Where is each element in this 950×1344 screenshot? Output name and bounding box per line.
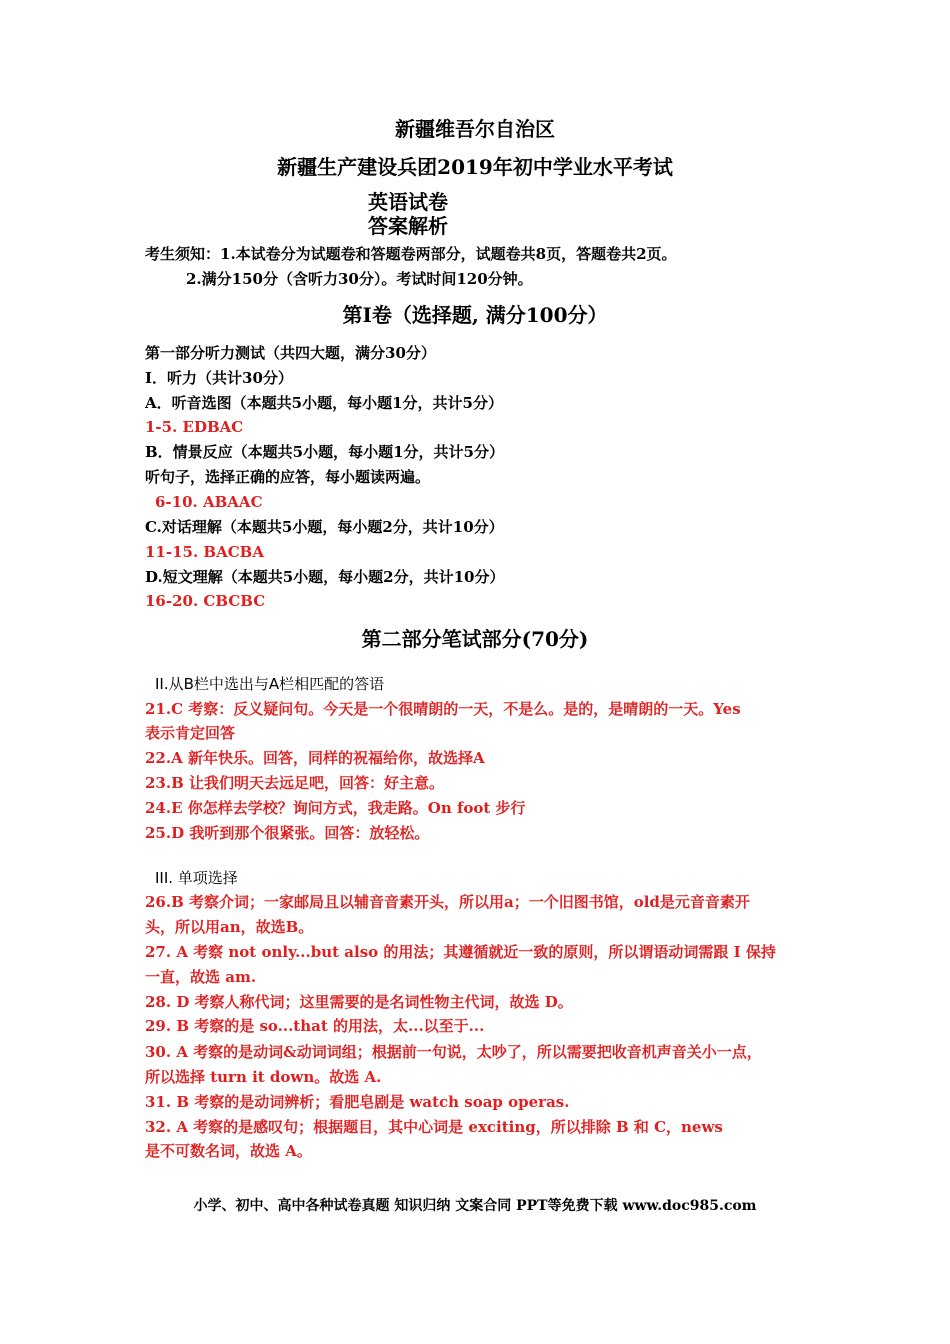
- answers-a: 1-5. EDBAC: [145, 418, 244, 436]
- answer-22: 22.A 新年快乐。回答，同样的祝福给你，故选择A: [145, 749, 485, 767]
- notice-line-2: 2.满分150分（含听力30分）。考试时间120分钟。: [186, 270, 533, 288]
- answer-28: 28. D 考察人称代词；这里需要的是名词性物主代词，故选 D。: [145, 993, 573, 1011]
- section-2-heading: II.从B栏中选出与A栏相匹配的答语: [155, 675, 385, 693]
- answer-26-line-1: 26.B 考察介词；一家邮局且以辅音音素开头，所以用a；一个旧图书馆，old是元音音素开: [145, 893, 750, 911]
- section-b-heading: B．情景反应（本题共5小题，每小题1分，共计5分）: [145, 443, 504, 461]
- answer-32-line-2: 是不可数名词，故选 A。: [145, 1142, 312, 1160]
- answer-27-line-1: 27. A 考察 not only...but also 的用法；其遵循就近一致的原则，所以谓语动词需跟 I 保持: [145, 943, 776, 961]
- section-d-heading: D.短文理解（本题共5小题，每小题2分，共计10分）: [145, 568, 505, 586]
- answer-27-line-2: 一直，故选 am.: [145, 968, 257, 986]
- answer-29: 29. B 考察的是 so...that 的用法，太...以至于...: [145, 1017, 485, 1035]
- answer-30-line-2: 所以选择 turn it down。故选 A.: [145, 1068, 382, 1086]
- answer-21-line-2: 表示肯定回答: [145, 724, 236, 742]
- answers-b: 6-10. ABAAC: [155, 493, 263, 511]
- section-a-heading: A．听音选图（本题共5小题，每小题1分，共计5分）: [145, 394, 503, 412]
- answer-31: 31. B 考察的是动词辨析；看肥皂剧是 watch soap operas.: [145, 1093, 570, 1111]
- answers-d: 16-20. CBCBC: [145, 592, 266, 610]
- answer-30-line-1: 30. A 考察的是动词&动词词组；根据前一句说，太吵了，所以需要把收音机声音关小一点，: [145, 1043, 762, 1061]
- footer-text: 小学、初中、高中各种试卷真题 知识归纳 文案合同 PPT等免费下载 www.doc985.com: [193, 1198, 757, 1214]
- listening-heading: I．听力（共计30分）: [145, 369, 293, 387]
- answer-21-line-1: 21.C 考察：反义疑问句。今天是一个很晴朗的一天，不是么。是的，是晴朗的一天。Yes: [145, 700, 741, 718]
- answer-23: 23.B 让我们明天去远足吧，回答：好主意。: [145, 774, 444, 792]
- answer-32-line-1: 32. A 考察的是感叹句；根据题目，其中心词是 exciting，所以排除 B 和 C，news: [145, 1118, 723, 1136]
- answers-c: 11-15. BACBA: [145, 543, 264, 561]
- subject-title: 英语试卷: [368, 190, 448, 214]
- section-c-heading: C.对话理解（本题共5小题，每小题2分，共计10分）: [145, 518, 504, 536]
- answer-title: 答案解析: [368, 214, 448, 238]
- answer-24: 24.E 你怎样去学校？询问方式，我走路。On foot 步行: [145, 799, 526, 817]
- answer-26-line-2: 头，所以用an，故选B。: [145, 918, 314, 936]
- section-b-instruction: 听句子，选择正确的应答，每小题读两遍。: [145, 468, 431, 486]
- answer-25: 25.D 我听到那个很紧张。回答：放轻松。: [145, 824, 430, 842]
- part-2-title: 第二部分笔试部分(70分): [361, 627, 589, 651]
- notice-line-1: 考生须知：1.本试卷分为试题卷和答题卷两部分，试题卷共8页，答题卷共2页。: [145, 245, 677, 263]
- volume-1-title: 第I卷（选择题, 满分100分）: [342, 303, 608, 327]
- title-region: 新疆维吾尔自治区: [395, 117, 555, 141]
- part-1-heading: 第一部分听力测试（共四大题，满分30分）: [145, 344, 436, 362]
- title-exam: 新疆生产建设兵团2019年初中学业水平考试: [277, 155, 673, 179]
- section-3-heading: III. 单项选择: [155, 869, 238, 887]
